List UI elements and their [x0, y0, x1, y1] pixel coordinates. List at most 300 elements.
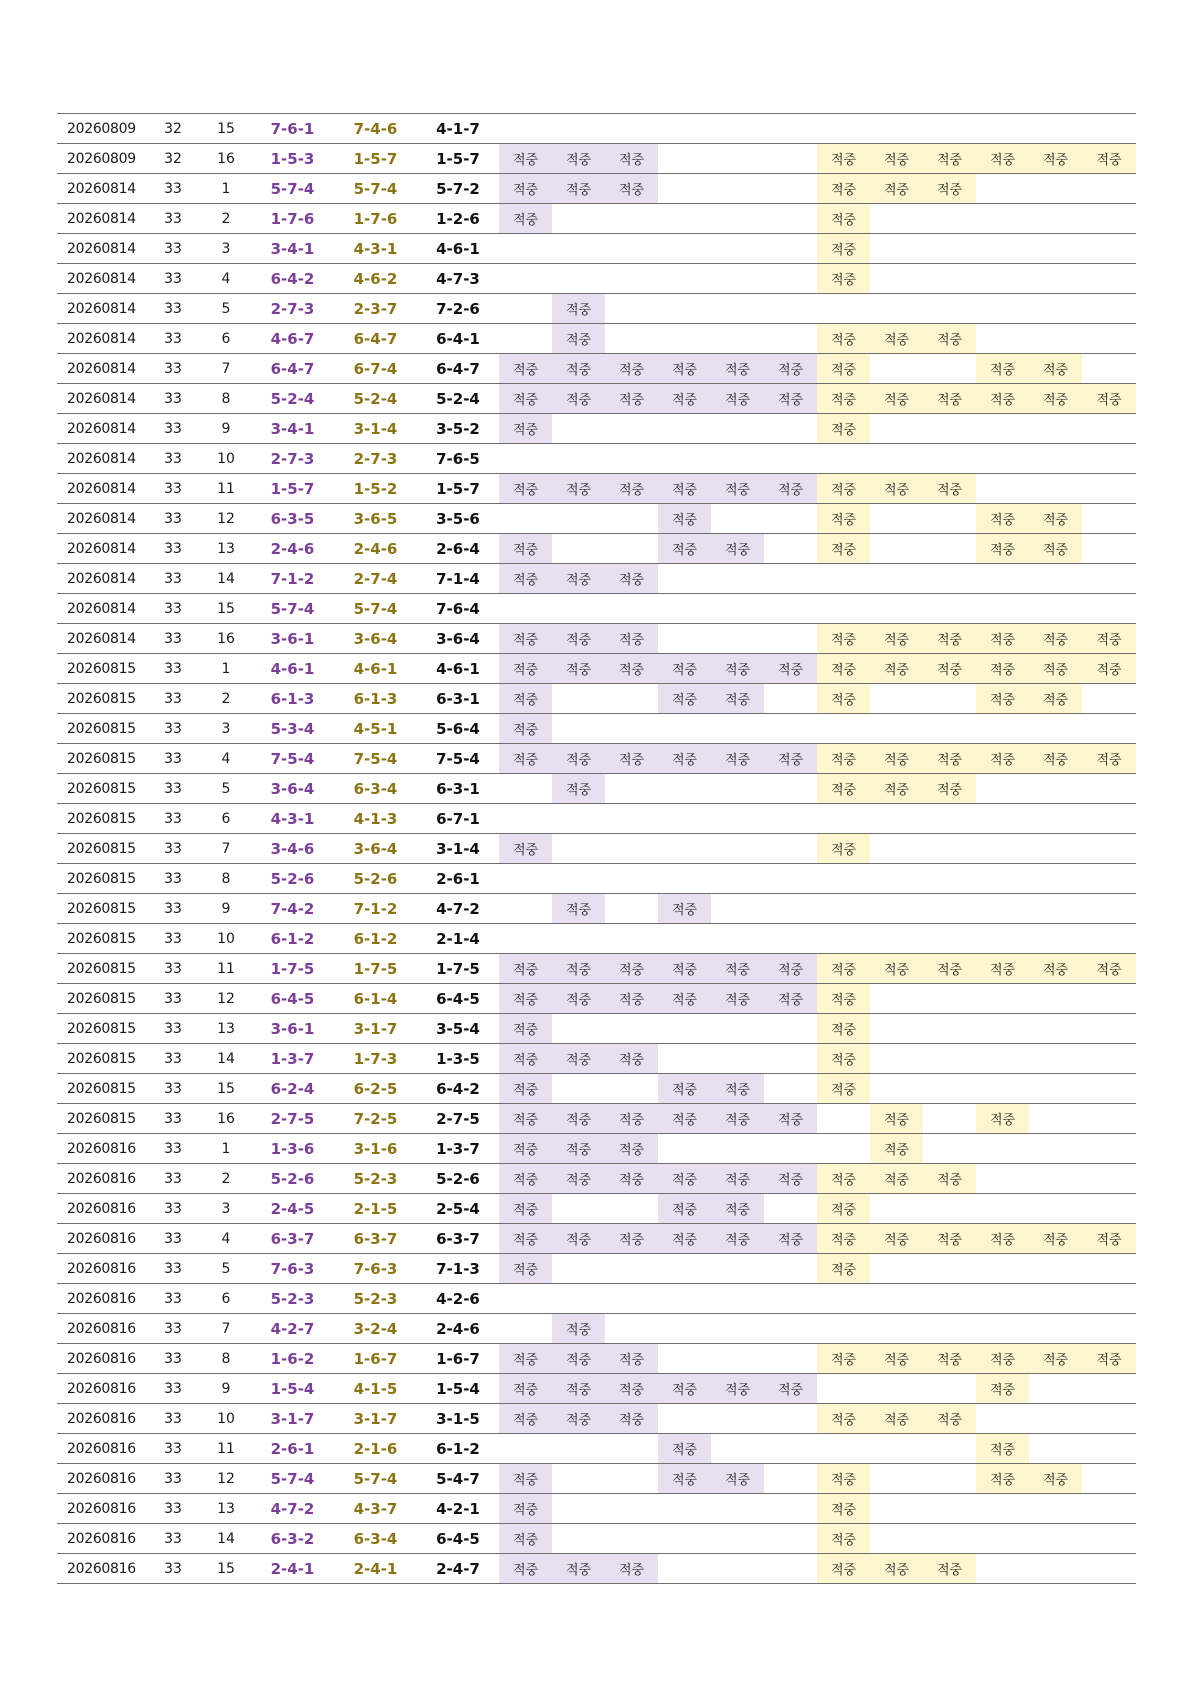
- yellow-hit-cell: [817, 714, 870, 744]
- yellow-hit-cell: 적중: [976, 504, 1029, 534]
- pick-b-cell: 6-3-4: [334, 774, 417, 804]
- yellow-hit-cell: 적중: [923, 1344, 976, 1374]
- purple-hit-cell: 적중: [764, 1104, 817, 1134]
- purple-hit-cell: [552, 684, 605, 714]
- purple-hit-cell: [552, 534, 605, 564]
- result-cell: 1-5-7: [417, 474, 499, 504]
- pick-b-cell: 3-6-5: [334, 504, 417, 534]
- yellow-hit-cell: 적중: [817, 504, 870, 534]
- yellow-hit-cell: [1029, 174, 1082, 204]
- yellow-hit-cell: 적중: [923, 474, 976, 504]
- purple-hit-cell: [658, 444, 711, 474]
- purple-hit-cell: [658, 1254, 711, 1284]
- table-row: [57, 624, 1136, 654]
- yellow-hit-cell: [1082, 474, 1136, 504]
- yellow-hit-cell: 적중: [1029, 354, 1082, 384]
- yellow-hit-cell: [1082, 1194, 1136, 1224]
- result-cell: 7-2-6: [417, 294, 499, 324]
- yellow-hit-cell: 적중: [923, 1164, 976, 1194]
- date-cell: 20260814: [57, 204, 145, 234]
- pick-a-cell: 7-6-1: [251, 114, 334, 144]
- table-row: [57, 954, 1136, 984]
- yellow-hit-cell: 적중: [1029, 1464, 1082, 1494]
- purple-hit-cell: [711, 204, 764, 234]
- yellow-hit-cell: [1029, 984, 1082, 1014]
- yellow-hit-cell: [923, 1104, 976, 1134]
- yellow-hit-cell: 적중: [817, 414, 870, 444]
- race-cell: 2: [201, 204, 251, 234]
- yellow-hit-cell: [870, 924, 923, 954]
- table-row: [57, 384, 1136, 414]
- yellow-hit-cell: 적중: [817, 1464, 870, 1494]
- purple-hit-cell: 적중: [552, 1314, 605, 1344]
- yellow-hit-cell: [817, 444, 870, 474]
- purple-hit-cell: 적중: [499, 654, 552, 684]
- race-cell: 4: [201, 744, 251, 774]
- pick-b-cell: 1-7-6: [334, 204, 417, 234]
- yellow-hit-cell: 적중: [817, 1344, 870, 1374]
- yellow-hit-cell: 적중: [817, 1074, 870, 1104]
- date-cell: 20260815: [57, 1104, 145, 1134]
- result-cell: 4-6-1: [417, 234, 499, 264]
- yellow-hit-cell: [870, 204, 923, 234]
- pick-b-cell: 2-4-6: [334, 534, 417, 564]
- purple-hit-cell: 적중: [658, 1104, 711, 1134]
- purple-hit-cell: 적중: [605, 744, 658, 774]
- purple-hit-cell: 적중: [499, 1344, 552, 1374]
- yellow-hit-cell: 적중: [976, 954, 1029, 984]
- table-row: [57, 594, 1136, 624]
- purple-hit-cell: [552, 1494, 605, 1524]
- pick-a-cell: 5-2-6: [251, 864, 334, 894]
- purple-hit-cell: 적중: [711, 744, 764, 774]
- purple-hit-cell: 적중: [764, 474, 817, 504]
- yellow-hit-cell: 적중: [817, 1404, 870, 1434]
- purple-hit-cell: [711, 594, 764, 624]
- date-cell: 20260816: [57, 1254, 145, 1284]
- yellow-hit-cell: [1029, 114, 1082, 144]
- yellow-hit-cell: [1082, 564, 1136, 594]
- date-cell: 20260816: [57, 1434, 145, 1464]
- yellow-hit-cell: [923, 1074, 976, 1104]
- race-cell: 5: [201, 294, 251, 324]
- race-cell: 9: [201, 1374, 251, 1404]
- yellow-hit-cell: [1029, 804, 1082, 834]
- yellow-hit-cell: [976, 114, 1029, 144]
- yellow-hit-cell: [976, 1524, 1029, 1554]
- yellow-hit-cell: 적중: [923, 174, 976, 204]
- purple-hit-cell: 적중: [764, 1374, 817, 1404]
- result-cell: 2-7-5: [417, 1104, 499, 1134]
- pick-b-cell: 5-7-4: [334, 174, 417, 204]
- yellow-hit-cell: [923, 714, 976, 744]
- purple-hit-cell: [711, 144, 764, 174]
- purple-hit-cell: 적중: [552, 1374, 605, 1404]
- date-cell: 20260814: [57, 294, 145, 324]
- table-row: [57, 1104, 1136, 1134]
- yellow-hit-cell: [817, 1284, 870, 1314]
- yellow-hit-cell: [1029, 1494, 1082, 1524]
- purple-hit-cell: [764, 924, 817, 954]
- yellow-hit-cell: [976, 264, 1029, 294]
- pick-b-cell: 6-3-4: [334, 1524, 417, 1554]
- pick-a-cell: 1-7-5: [251, 954, 334, 984]
- pick-b-cell: 5-7-4: [334, 1464, 417, 1494]
- table-row: [57, 984, 1136, 1014]
- round-cell: 33: [145, 324, 201, 354]
- yellow-hit-cell: [976, 864, 1029, 894]
- purple-hit-cell: [499, 264, 552, 294]
- table-row: [57, 1434, 1136, 1464]
- round-cell: 33: [145, 174, 201, 204]
- round-cell: 33: [145, 1164, 201, 1194]
- results-table-body: [57, 114, 1136, 1584]
- yellow-hit-cell: 적중: [923, 324, 976, 354]
- yellow-hit-cell: [1029, 1404, 1082, 1434]
- yellow-hit-cell: 적중: [1029, 1224, 1082, 1254]
- purple-hit-cell: 적중: [499, 534, 552, 564]
- race-cell: 7: [201, 834, 251, 864]
- date-cell: 20260814: [57, 414, 145, 444]
- pick-a-cell: 4-3-1: [251, 804, 334, 834]
- purple-hit-cell: [552, 1074, 605, 1104]
- purple-hit-cell: 적중: [499, 1464, 552, 1494]
- purple-hit-cell: [552, 1284, 605, 1314]
- yellow-hit-cell: [1029, 264, 1082, 294]
- result-cell: 2-4-6: [417, 1314, 499, 1344]
- result-cell: 7-1-3: [417, 1254, 499, 1284]
- purple-hit-cell: 적중: [711, 984, 764, 1014]
- result-cell: 3-5-6: [417, 504, 499, 534]
- purple-hit-cell: 적중: [552, 174, 605, 204]
- yellow-hit-cell: 적중: [1029, 744, 1082, 774]
- purple-hit-cell: [711, 1434, 764, 1464]
- purple-hit-cell: [499, 504, 552, 534]
- purple-hit-cell: 적중: [605, 1344, 658, 1374]
- table-row: [57, 444, 1136, 474]
- purple-hit-cell: 적중: [499, 144, 552, 174]
- purple-hit-cell: 적중: [658, 384, 711, 414]
- yellow-hit-cell: [923, 414, 976, 444]
- yellow-hit-cell: [1029, 1044, 1082, 1074]
- date-cell: 20260816: [57, 1464, 145, 1494]
- pick-b-cell: 2-7-4: [334, 564, 417, 594]
- yellow-hit-cell: 적중: [923, 1554, 976, 1584]
- purple-hit-cell: [552, 834, 605, 864]
- yellow-hit-cell: [1082, 234, 1136, 264]
- purple-hit-cell: [764, 714, 817, 744]
- purple-hit-cell: 적중: [552, 1164, 605, 1194]
- table-row: [57, 1284, 1136, 1314]
- yellow-hit-cell: 적중: [923, 384, 976, 414]
- purple-hit-cell: [764, 594, 817, 624]
- yellow-hit-cell: 적중: [1029, 624, 1082, 654]
- yellow-hit-cell: [817, 1434, 870, 1464]
- purple-hit-cell: 적중: [499, 384, 552, 414]
- purple-hit-cell: [711, 114, 764, 144]
- purple-hit-cell: 적중: [552, 654, 605, 684]
- purple-hit-cell: [711, 774, 764, 804]
- purple-hit-cell: [711, 444, 764, 474]
- pick-b-cell: 7-2-5: [334, 1104, 417, 1134]
- purple-hit-cell: [658, 594, 711, 624]
- result-cell: 1-3-5: [417, 1044, 499, 1074]
- table-row: [57, 1134, 1136, 1164]
- date-cell: 20260816: [57, 1224, 145, 1254]
- result-cell: 4-6-1: [417, 654, 499, 684]
- date-cell: 20260816: [57, 1314, 145, 1344]
- pick-b-cell: 1-7-5: [334, 954, 417, 984]
- purple-hit-cell: 적중: [499, 744, 552, 774]
- table-row: [57, 1494, 1136, 1524]
- yellow-hit-cell: 적중: [870, 144, 923, 174]
- round-cell: 33: [145, 744, 201, 774]
- pick-a-cell: 5-2-4: [251, 384, 334, 414]
- round-cell: 33: [145, 564, 201, 594]
- purple-hit-cell: [605, 894, 658, 924]
- purple-hit-cell: 적중: [499, 1254, 552, 1284]
- yellow-hit-cell: [1082, 1314, 1136, 1344]
- yellow-hit-cell: 적중: [1029, 504, 1082, 534]
- yellow-hit-cell: [976, 1554, 1029, 1584]
- yellow-hit-cell: 적중: [923, 774, 976, 804]
- table-row: [57, 144, 1136, 174]
- race-cell: 8: [201, 1344, 251, 1374]
- yellow-hit-cell: [870, 504, 923, 534]
- yellow-hit-cell: [1082, 1404, 1136, 1434]
- round-cell: 33: [145, 894, 201, 924]
- yellow-hit-cell: [1029, 1194, 1082, 1224]
- purple-hit-cell: [711, 1134, 764, 1164]
- round-cell: 33: [145, 834, 201, 864]
- purple-hit-cell: [711, 564, 764, 594]
- round-cell: 33: [145, 384, 201, 414]
- yellow-hit-cell: [870, 1314, 923, 1344]
- purple-hit-cell: [711, 234, 764, 264]
- pick-a-cell: 7-1-2: [251, 564, 334, 594]
- yellow-hit-cell: 적중: [817, 324, 870, 354]
- purple-hit-cell: [658, 1524, 711, 1554]
- yellow-hit-cell: [923, 1044, 976, 1074]
- date-cell: 20260809: [57, 144, 145, 174]
- result-cell: 4-7-3: [417, 264, 499, 294]
- purple-hit-cell: [499, 1314, 552, 1344]
- yellow-hit-cell: 적중: [817, 534, 870, 564]
- round-cell: 33: [145, 414, 201, 444]
- purple-hit-cell: [658, 624, 711, 654]
- purple-hit-cell: [658, 1284, 711, 1314]
- purple-hit-cell: [658, 324, 711, 354]
- date-cell: 20260815: [57, 924, 145, 954]
- purple-hit-cell: 적중: [552, 1344, 605, 1374]
- date-cell: 20260815: [57, 954, 145, 984]
- yellow-hit-cell: [870, 1494, 923, 1524]
- race-cell: 1: [201, 174, 251, 204]
- result-cell: 7-6-4: [417, 594, 499, 624]
- yellow-hit-cell: 적중: [817, 684, 870, 714]
- yellow-hit-cell: [1029, 1284, 1082, 1314]
- purple-hit-cell: [499, 1434, 552, 1464]
- race-cell: 15: [201, 114, 251, 144]
- purple-hit-cell: 적중: [658, 504, 711, 534]
- yellow-hit-cell: [976, 834, 1029, 864]
- pick-a-cell: 4-6-7: [251, 324, 334, 354]
- result-cell: 7-1-4: [417, 564, 499, 594]
- yellow-hit-cell: 적중: [870, 1164, 923, 1194]
- race-cell: 4: [201, 1224, 251, 1254]
- result-cell: 6-3-1: [417, 684, 499, 714]
- yellow-hit-cell: [923, 114, 976, 144]
- purple-hit-cell: 적중: [764, 654, 817, 684]
- pick-b-cell: 5-7-4: [334, 594, 417, 624]
- round-cell: 33: [145, 654, 201, 684]
- pick-a-cell: 1-5-3: [251, 144, 334, 174]
- race-cell: 8: [201, 864, 251, 894]
- round-cell: 33: [145, 474, 201, 504]
- date-cell: 20260814: [57, 174, 145, 204]
- date-cell: 20260816: [57, 1404, 145, 1434]
- pick-a-cell: 6-1-3: [251, 684, 334, 714]
- pick-a-cell: 6-1-2: [251, 924, 334, 954]
- yellow-hit-cell: [976, 1044, 1029, 1074]
- purple-hit-cell: [711, 1554, 764, 1584]
- race-cell: 7: [201, 354, 251, 384]
- yellow-hit-cell: 적중: [870, 1104, 923, 1134]
- pick-a-cell: 2-7-5: [251, 1104, 334, 1134]
- purple-hit-cell: [711, 894, 764, 924]
- purple-hit-cell: 적중: [658, 684, 711, 714]
- table-row: [57, 1164, 1136, 1194]
- purple-hit-cell: [711, 294, 764, 324]
- pick-a-cell: 3-1-7: [251, 1404, 334, 1434]
- table-row: [57, 1014, 1136, 1044]
- round-cell: 33: [145, 504, 201, 534]
- purple-hit-cell: [764, 444, 817, 474]
- race-cell: 16: [201, 144, 251, 174]
- purple-hit-cell: [658, 714, 711, 744]
- yellow-hit-cell: [1029, 474, 1082, 504]
- yellow-hit-cell: [870, 444, 923, 474]
- result-cell: 1-2-6: [417, 204, 499, 234]
- yellow-hit-cell: [817, 564, 870, 594]
- yellow-hit-cell: 적중: [1029, 654, 1082, 684]
- yellow-hit-cell: [923, 684, 976, 714]
- yellow-hit-cell: 적중: [1082, 144, 1136, 174]
- purple-hit-cell: 적중: [605, 1554, 658, 1584]
- purple-hit-cell: 적중: [552, 1104, 605, 1134]
- yellow-hit-cell: 적중: [817, 234, 870, 264]
- yellow-hit-cell: [870, 534, 923, 564]
- purple-hit-cell: 적중: [605, 144, 658, 174]
- purple-hit-cell: [499, 324, 552, 354]
- result-cell: 3-1-4: [417, 834, 499, 864]
- purple-hit-cell: 적중: [711, 684, 764, 714]
- pick-a-cell: 5-2-3: [251, 1284, 334, 1314]
- yellow-hit-cell: 적중: [976, 384, 1029, 414]
- purple-hit-cell: [764, 174, 817, 204]
- result-cell: 4-2-1: [417, 1494, 499, 1524]
- yellow-hit-cell: 적중: [1082, 384, 1136, 414]
- yellow-hit-cell: [817, 864, 870, 894]
- race-cell: 2: [201, 1164, 251, 1194]
- yellow-hit-cell: [976, 924, 1029, 954]
- pick-b-cell: 6-7-4: [334, 354, 417, 384]
- yellow-hit-cell: 적중: [817, 264, 870, 294]
- purple-hit-cell: [605, 1524, 658, 1554]
- yellow-hit-cell: [976, 474, 1029, 504]
- race-cell: 12: [201, 504, 251, 534]
- pick-a-cell: 6-3-2: [251, 1524, 334, 1554]
- yellow-hit-cell: 적중: [870, 1224, 923, 1254]
- purple-hit-cell: 적중: [605, 624, 658, 654]
- race-cell: 3: [201, 714, 251, 744]
- purple-hit-cell: [764, 1014, 817, 1044]
- purple-hit-cell: 적중: [711, 474, 764, 504]
- purple-hit-cell: [764, 774, 817, 804]
- round-cell: 33: [145, 264, 201, 294]
- yellow-hit-cell: 적중: [976, 1344, 1029, 1374]
- purple-hit-cell: [764, 1074, 817, 1104]
- purple-hit-cell: [552, 504, 605, 534]
- date-cell: 20260814: [57, 354, 145, 384]
- yellow-hit-cell: [1029, 414, 1082, 444]
- pick-a-cell: 5-7-4: [251, 594, 334, 624]
- date-cell: 20260816: [57, 1524, 145, 1554]
- purple-hit-cell: [658, 804, 711, 834]
- race-cell: 3: [201, 1194, 251, 1224]
- purple-hit-cell: 적중: [499, 1014, 552, 1044]
- yellow-hit-cell: 적중: [976, 624, 1029, 654]
- purple-hit-cell: 적중: [605, 384, 658, 414]
- results-sheet: [57, 113, 1131, 1584]
- purple-hit-cell: 적중: [764, 384, 817, 414]
- yellow-hit-cell: [1082, 1254, 1136, 1284]
- round-cell: 33: [145, 1374, 201, 1404]
- pick-b-cell: 6-1-4: [334, 984, 417, 1014]
- pick-a-cell: 5-2-6: [251, 1164, 334, 1194]
- yellow-hit-cell: [1082, 414, 1136, 444]
- race-cell: 7: [201, 1314, 251, 1344]
- round-cell: 33: [145, 1344, 201, 1374]
- pick-a-cell: 7-4-2: [251, 894, 334, 924]
- yellow-hit-cell: [1082, 1524, 1136, 1554]
- date-cell: 20260815: [57, 654, 145, 684]
- table-row: [57, 924, 1136, 954]
- purple-hit-cell: 적중: [499, 834, 552, 864]
- yellow-hit-cell: [870, 1434, 923, 1464]
- yellow-hit-cell: 적중: [1082, 624, 1136, 654]
- yellow-hit-cell: [976, 414, 1029, 444]
- yellow-hit-cell: [1082, 1554, 1136, 1584]
- race-cell: 10: [201, 924, 251, 954]
- purple-hit-cell: 적중: [711, 384, 764, 414]
- date-cell: 20260815: [57, 804, 145, 834]
- race-cell: 5: [201, 774, 251, 804]
- yellow-hit-cell: [923, 1464, 976, 1494]
- purple-hit-cell: [552, 1464, 605, 1494]
- round-cell: 33: [145, 1194, 201, 1224]
- result-cell: 7-5-4: [417, 744, 499, 774]
- pick-a-cell: 1-6-2: [251, 1344, 334, 1374]
- round-cell: 33: [145, 1134, 201, 1164]
- purple-hit-cell: [658, 834, 711, 864]
- yellow-hit-cell: [976, 1074, 1029, 1104]
- pick-b-cell: 7-5-4: [334, 744, 417, 774]
- purple-hit-cell: 적중: [658, 354, 711, 384]
- pick-a-cell: 2-4-1: [251, 1554, 334, 1584]
- table-row: [57, 894, 1136, 924]
- yellow-hit-cell: [923, 444, 976, 474]
